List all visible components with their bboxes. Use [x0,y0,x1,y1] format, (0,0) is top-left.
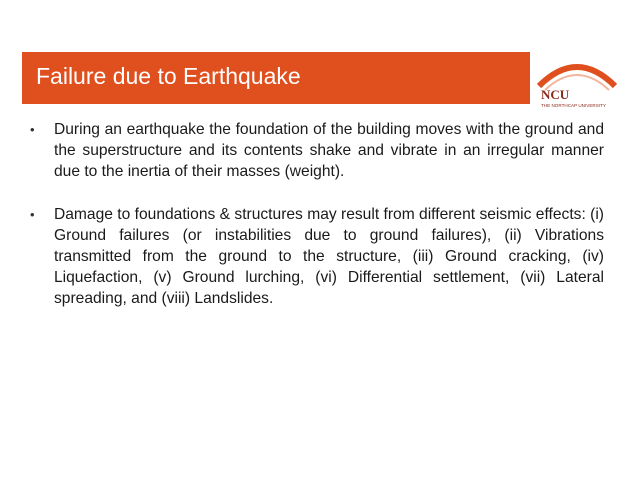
university-logo [531,52,623,112]
slide-title: Failure due to Earthquake [36,63,301,89]
bullet-icon: • [30,206,35,222]
logo-arc [539,67,615,86]
bullet-item [30,119,604,183]
bullet-text: During an earthquake the foundation of the building moves with the ground and the superstructure and its contents shake and vibrate in an irregular manner due to the inertia of their masses (weight). [54,121,604,181]
bullet-text: Damage to foundations & structures may result from different seismic effects: (i) Ground failures (or instabilities due to ground failures), (ii) Vibrations transmitted from the ground to the structure, (iii) Ground cracking, (iv) Liquefaction, (v) Ground lurching, (vi) Differential settlement, (vii) Lateral spreading, and (viii) Landslides. [54,205,604,308]
logo-subtext: THE NORTHCAP UNIVERSITY [541,103,606,108]
logo-text: NCU [541,87,570,102]
bullet-list [30,119,604,331]
bullet-item [30,204,604,310]
bullet-icon: • [30,122,35,137]
